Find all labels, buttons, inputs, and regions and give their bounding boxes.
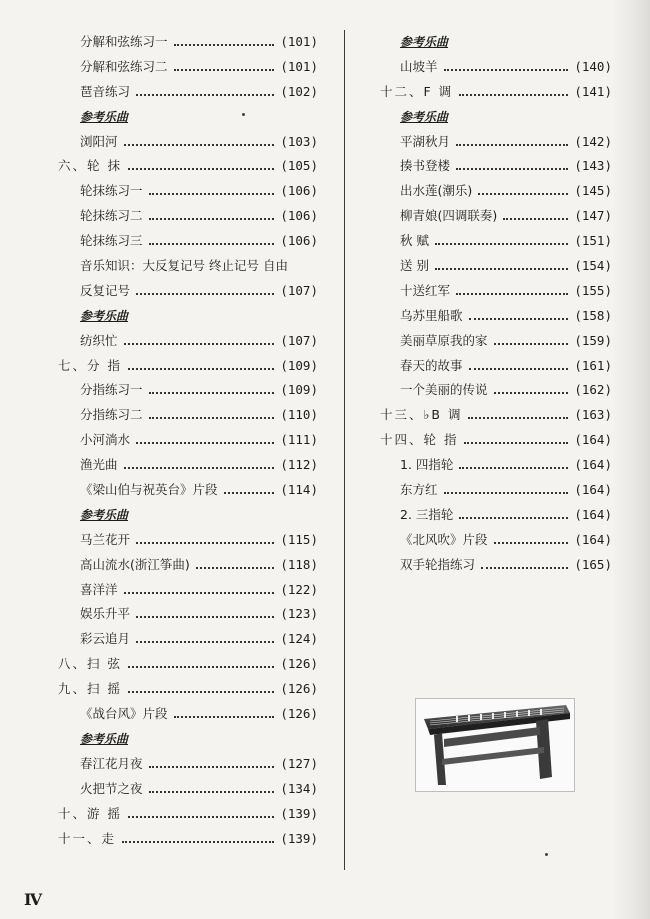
leader-dots [174,69,274,71]
toc-chapter[interactable] [340,80,612,105]
leader-dots [124,467,274,469]
toc-entry[interactable] [340,254,612,279]
toc-entry[interactable] [340,304,612,329]
leader-dots [174,44,274,46]
toc-entry[interactable] [0,229,340,254]
toc-entry-title: 分解和弦练习二 [80,58,168,74]
print-speck [545,853,548,856]
toc-page-number: (126) [280,656,318,672]
toc-chapter[interactable] [0,154,340,179]
toc-entry-title: 《梁山伯与祝英台》片段 [80,482,218,498]
toc-entry-title: 九、扫 摇 [58,681,122,697]
print-speck [242,113,245,116]
toc-entry-title: 马兰花开 [80,531,131,547]
toc-entry-title: 出水莲(潮乐) [400,183,473,199]
leader-dots [196,567,274,569]
toc-page-number: (126) [280,706,318,722]
toc-entry-title: 彩云追月 [80,631,131,647]
leader-dots [494,542,568,544]
toc-entry[interactable] [0,752,340,777]
toc-page-number: (106) [280,208,318,224]
toc-page-number: (114) [280,482,318,498]
leader-dots [124,144,274,146]
toc-entry[interactable] [0,453,340,478]
toc-entry [0,254,340,279]
toc-page-number: (106) [280,233,318,249]
leader-dots [136,616,274,618]
toc-page-number: (110) [280,407,318,423]
toc-page-number: (143) [574,158,612,174]
leader-dots [469,368,568,370]
toc-entry-title: 小河淌水 [80,432,131,448]
leader-dots [149,193,274,195]
toc-entry-title: 轮抹练习一 [80,183,143,199]
toc-entry[interactable] [340,204,612,229]
toc-entry-title: 分指练习一 [80,382,143,398]
toc-entry[interactable] [340,154,612,179]
toc-entry-title: 分解和弦练习一 [80,34,168,49]
toc-page-number: (161) [574,357,612,373]
toc-entry-title: 十一、走 [58,830,117,846]
toc-page-number: (127) [280,755,318,771]
toc-entry[interactable] [0,777,340,802]
leader-dots [494,343,568,345]
toc-chapter[interactable] [0,802,340,827]
toc-entry-title: 十四、轮 指 [380,432,459,448]
toc-chapter[interactable] [0,652,340,677]
toc-page-number: (164) [574,432,612,448]
toc-page-number: (105) [280,158,318,174]
leader-dots [136,641,274,643]
toc-page-number: (164) [574,531,612,547]
toc-chapter[interactable] [0,677,340,702]
toc-entry-title: 十送红军 [400,282,451,298]
leader-dots [136,542,274,544]
toc-entry-title: 1. 四指轮 [400,457,454,473]
toc-entry[interactable] [340,55,612,80]
toc-page-number: (141) [574,83,612,99]
toc-section-heading [340,105,612,130]
toc-entry[interactable] [0,55,340,80]
leader-dots [464,442,568,444]
toc-right-column [340,30,612,578]
toc-entry-title: 参考乐曲 [400,109,449,124]
toc-entry[interactable] [0,204,340,229]
toc-page-number: (123) [280,606,318,622]
toc-entry-title: 参考乐曲 [80,507,129,522]
leader-dots [174,716,274,718]
leader-dots [435,268,568,270]
toc-left-column [0,30,340,851]
leader-dots [128,816,274,818]
toc-entry-title: 十二、F 调 [380,83,454,99]
toc-section-heading [0,105,340,130]
toc-entry-title: 秋 赋 [400,233,429,249]
leader-dots [459,467,568,469]
leader-dots [149,791,274,793]
toc-entry-title: 喜洋洋 [80,581,118,597]
toc-entry[interactable] [0,553,340,578]
toc-entry-title: 山坡羊 [400,58,438,74]
leader-dots [136,94,274,96]
toc-entry-title: 美丽草原我的家 [400,332,488,348]
leader-dots [456,168,568,170]
toc-page-number: (164) [574,482,612,498]
leader-dots [456,144,568,146]
leader-dots [149,243,274,245]
toc-page-number: (111) [280,432,318,448]
toc-entry[interactable] [340,179,612,204]
toc-section-heading [0,304,340,329]
toc-entry-title: 参考乐曲 [80,731,129,746]
toc-entry[interactable] [0,627,340,652]
leader-dots [503,218,568,220]
toc-page-number: (122) [280,581,318,597]
toc-entry[interactable] [0,80,340,105]
toc-entry[interactable] [0,179,340,204]
leader-dots [459,94,568,96]
toc-entry-title: 浏阳河 [80,133,118,149]
toc-chapter[interactable] [0,354,340,379]
toc-page-number: (164) [574,457,612,473]
leader-dots [124,343,274,345]
toc-page-number: (103) [280,133,318,149]
toc-page-number: (154) [574,258,612,274]
toc-page-number: (124) [280,631,318,647]
toc-entry-title: 高山流水(浙江筝曲) [80,556,190,572]
toc-entry-title: 六、轮 抹 [58,158,122,174]
toc-page-number: (162) [574,382,612,398]
toc-entry-title: 音乐知识：大反复记号 终止记号 自由 [80,258,288,274]
toc-page-number: (115) [280,531,318,547]
leader-dots [128,368,274,370]
toc-entry-title: 《战台风》片段 [80,706,168,722]
guzheng-illustration [415,698,575,792]
toc-section-heading [340,30,612,55]
leader-dots [136,293,274,295]
toc-entry[interactable] [340,453,612,478]
toc-entry-title: 揍书登楼 [400,158,451,174]
toc-page-number: (102) [280,83,318,99]
toc-entry[interactable] [0,428,340,453]
toc-entry[interactable] [0,478,340,503]
toc-page-number: (126) [280,681,318,697]
toc-entry-title: 七、分 指 [58,357,122,373]
toc-page-number: (109) [280,382,318,398]
toc-entry-title: 轮抹练习三 [80,233,143,249]
toc-entry-title: 《北风吹》片段 [400,531,488,547]
toc-entry[interactable] [340,354,612,379]
toc-entry[interactable] [0,30,340,55]
toc-entry-title: 纺织忙 [80,332,118,348]
toc-entry-title: 双手轮指练习 [400,556,476,572]
leader-dots [444,69,568,71]
toc-entry[interactable] [0,329,340,354]
toc-entry-title: 一个美丽的传说 [400,382,488,398]
toc-page-number: (101) [280,58,318,74]
toc-page-number: (107) [280,332,318,348]
toc-entry-title: 娱乐升平 [80,606,131,622]
toc-section-heading [0,503,340,528]
toc-entry-title: 火把节之夜 [80,780,143,796]
toc-page-number: (142) [574,133,612,149]
toc-page-number: (106) [280,183,318,199]
toc-page-number: (159) [574,332,612,348]
toc-entry-title: 参考乐曲 [80,308,129,323]
toc-entry[interactable] [0,578,340,603]
leader-dots [435,243,568,245]
leader-dots [136,442,274,444]
leader-dots [149,766,274,768]
leader-dots [122,841,274,843]
toc-entry[interactable] [0,403,340,428]
toc-entry[interactable] [0,528,340,553]
toc-entry[interactable] [0,378,340,403]
toc-entry[interactable] [0,702,340,727]
toc-entry[interactable] [340,528,612,553]
toc-page-number: (118) [280,556,318,572]
toc-entry-title: 反复记号 [80,282,131,298]
leader-dots [128,168,274,170]
toc-entry-title: 参考乐曲 [400,35,449,49]
leader-dots [128,691,274,693]
toc-entry[interactable] [340,503,612,528]
toc-page-number: (155) [574,282,612,298]
toc-page-number: (147) [574,208,612,224]
toc-entry[interactable] [340,378,612,403]
leader-dots [149,218,274,220]
toc-entry-title: 琶音练习 [80,83,131,99]
toc-page-number: (101) [280,34,318,49]
toc-entry[interactable] [340,329,612,354]
toc-entry-title: 十三、♭B 调 [380,407,463,423]
leader-dots [481,567,568,569]
toc-entry-title: 平湖秋月 [400,133,451,149]
page-shadow [612,0,650,919]
leader-dots [124,592,274,594]
toc-entry-title: 乌苏里船歌 [400,307,463,323]
toc-page-number: (139) [280,805,318,821]
toc-page-number: (165) [574,556,612,572]
toc-entry-title: 参考乐曲 [80,109,129,124]
leader-dots [149,392,274,394]
toc-chapter[interactable] [0,827,340,852]
toc-page-number: (112) [280,457,318,473]
toc-page-number: (140) [574,58,612,74]
leader-dots [469,318,568,320]
leader-dots [494,392,568,394]
toc-entry-title: 春天的故事 [400,357,463,373]
toc-page-number: (139) [280,830,318,846]
guzheng-icon [416,699,574,791]
leader-dots [128,666,274,668]
leader-dots [468,417,568,419]
toc-entry[interactable] [0,130,340,155]
toc-entry-title: 2. 三指轮 [400,506,454,522]
leader-dots [224,492,274,494]
toc-entry-title: 春江花月夜 [80,755,143,771]
toc-page-number: (158) [574,307,612,323]
leader-dots [149,417,274,419]
toc-entry[interactable] [340,553,612,578]
toc-entry[interactable] [340,279,612,304]
toc-entry[interactable] [340,130,612,155]
leader-dots [444,492,568,494]
toc-page-number: (145) [574,183,612,199]
toc-page-number: (164) [574,506,612,522]
toc-page-number: (163) [574,407,612,423]
toc-page-number: (107) [280,282,318,298]
toc-entry-title: 分指练习二 [80,407,143,423]
leader-dots [456,293,568,295]
toc-page-number: (134) [280,780,318,796]
toc-entry-title: 柳青娘(四调联奏) [400,208,498,224]
toc-entry-title: 东方红 [400,482,438,498]
toc-entry[interactable] [340,478,612,503]
toc-entry-title: 轮抹练习二 [80,208,143,224]
toc-page-number: (109) [280,357,318,373]
toc-entry-title: 渔光曲 [80,457,118,473]
toc-entry[interactable] [0,602,340,627]
page-number: Ⅳ [24,890,43,909]
toc-page-number: (151) [574,233,612,249]
leader-dots [478,193,568,195]
toc-entry-title: 送 别 [400,258,429,274]
toc-chapter[interactable] [340,403,612,428]
toc-entry-title: 八、扫 弦 [58,656,122,672]
toc-chapter[interactable] [340,428,612,453]
toc-entry-title: 十、游 摇 [58,805,122,821]
leader-dots [459,517,568,519]
toc-entry[interactable] [340,229,612,254]
toc-section-heading [0,727,340,752]
toc-entry[interactable] [0,279,340,304]
